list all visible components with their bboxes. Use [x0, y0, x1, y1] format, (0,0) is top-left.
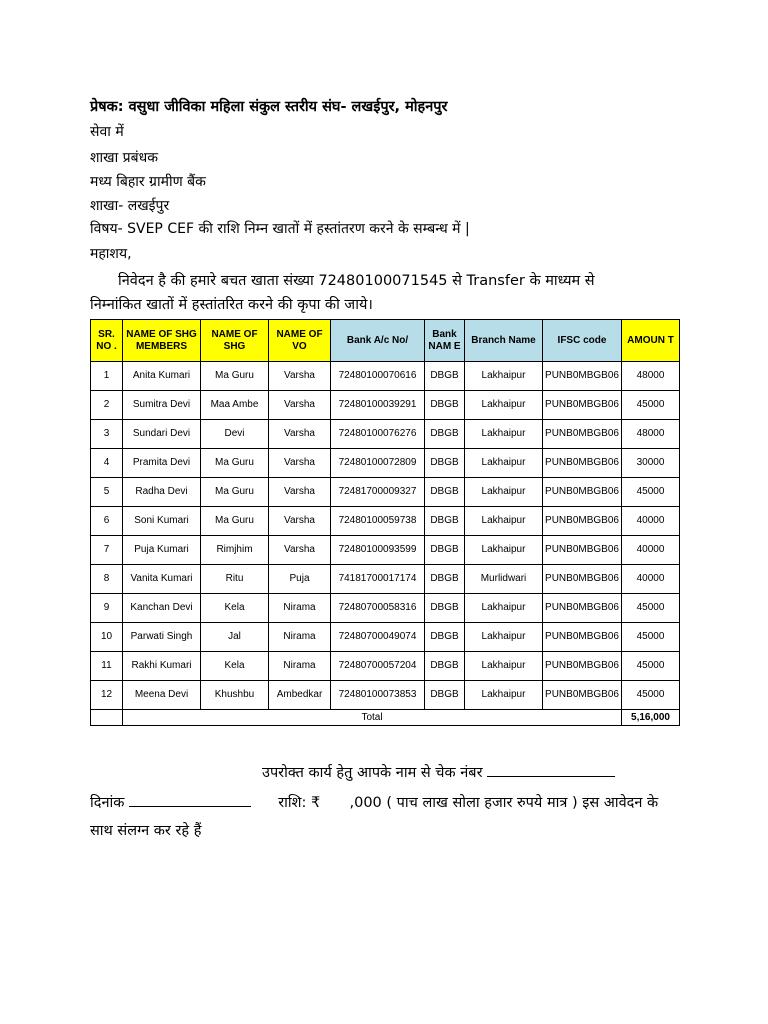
- header-sr: SR. NO .: [91, 320, 123, 362]
- row-member: Kanchan Devi: [123, 594, 201, 623]
- table-row: [91, 594, 680, 623]
- row-ifsc: PUNB0MBGB06: [543, 681, 622, 710]
- row-shg: Kela: [201, 594, 269, 623]
- row-sr: 3: [91, 420, 123, 449]
- row-branch: Lakhaipur: [465, 507, 543, 536]
- row-sr: 4: [91, 449, 123, 478]
- row-account: 72480700049074: [331, 623, 425, 652]
- row-amount: 40000: [622, 507, 680, 536]
- row-vo: Ambedkar: [269, 681, 331, 710]
- row-vo: Nirama: [269, 652, 331, 681]
- table-row: [91, 507, 680, 536]
- row-amount: 45000: [622, 478, 680, 507]
- row-member: Soni Kumari: [123, 507, 201, 536]
- row-shg: Ritu: [201, 565, 269, 594]
- row-vo: Nirama: [269, 594, 331, 623]
- row-amount: 45000: [622, 623, 680, 652]
- row-sr: 5: [91, 478, 123, 507]
- row-amount: 45000: [622, 681, 680, 710]
- row-bank: DBGB: [425, 362, 465, 391]
- sender-line: प्रेषक: वसुधा जीविका महिला संकुल स्तरीय संघ- लखईपुर, मोहनपुर: [90, 99, 448, 115]
- table-row: [91, 391, 680, 420]
- row-shg: Rimjhim: [201, 536, 269, 565]
- row-shg: Khushbu: [201, 681, 269, 710]
- row-vo: Varsha: [269, 420, 331, 449]
- row-ifsc: PUNB0MBGB06: [543, 565, 622, 594]
- row-shg: Ma Guru: [201, 449, 269, 478]
- row-vo: Varsha: [269, 478, 331, 507]
- row-shg: Ma Guru: [201, 362, 269, 391]
- row-shg: Maa Ambe: [201, 391, 269, 420]
- total-label: Total: [123, 710, 622, 726]
- row-member: Vanita Kumari: [123, 565, 201, 594]
- row-sr: 6: [91, 507, 123, 536]
- to-line: सेवा में: [90, 124, 124, 140]
- row-bank: DBGB: [425, 507, 465, 536]
- row-bank: DBGB: [425, 536, 465, 565]
- row-member: Pramita Devi: [123, 449, 201, 478]
- row-amount: 45000: [622, 652, 680, 681]
- row-bank: DBGB: [425, 478, 465, 507]
- row-member: Rakhi Kumari: [123, 652, 201, 681]
- body-line-2: निम्नांकित खातों में हस्तांतरित करने की कृपा की जाये।: [90, 297, 373, 313]
- table-row: [91, 420, 680, 449]
- table-row: [91, 536, 680, 565]
- row-member: Sundari Devi: [123, 420, 201, 449]
- row-branch: Lakhaipur: [465, 391, 543, 420]
- table-row: [91, 623, 680, 652]
- header-branch: Branch Name: [465, 320, 543, 362]
- row-amount: 30000: [622, 449, 680, 478]
- row-branch: Lakhaipur: [465, 681, 543, 710]
- table-row: [91, 681, 680, 710]
- header-member: NAME OF SHG MEMBERS: [123, 320, 201, 362]
- closing-line: साथ संलग्न कर रहे हैं: [90, 823, 202, 839]
- header-bank: Bank NAM E: [425, 320, 465, 362]
- row-shg: Jal: [201, 623, 269, 652]
- row-account: 72480100072809: [331, 449, 425, 478]
- row-account: 72480100073853: [331, 681, 425, 710]
- amount-label: राशि: ₹: [278, 795, 321, 811]
- row-bank: DBGB: [425, 594, 465, 623]
- row-bank: DBGB: [425, 652, 465, 681]
- row-amount: 48000: [622, 362, 680, 391]
- row-shg: Ma Guru: [201, 478, 269, 507]
- row-ifsc: PUNB0MBGB06: [543, 362, 622, 391]
- row-bank: DBGB: [425, 565, 465, 594]
- row-bank: DBGB: [425, 623, 465, 652]
- row-vo: Varsha: [269, 391, 331, 420]
- date-amount-line: [90, 792, 658, 812]
- row-sr: 8: [91, 565, 123, 594]
- row-account: 72480700057204: [331, 652, 425, 681]
- row-member: Puja Kumari: [123, 536, 201, 565]
- row-branch: Lakhaipur: [465, 536, 543, 565]
- row-ifsc: PUNB0MBGB06: [543, 391, 622, 420]
- row-bank: DBGB: [425, 391, 465, 420]
- row-sr: 9: [91, 594, 123, 623]
- row-branch: Lakhaipur: [465, 420, 543, 449]
- row-sr: 11: [91, 652, 123, 681]
- row-vo: Nirama: [269, 623, 331, 652]
- row-shg: Ma Guru: [201, 507, 269, 536]
- row-sr: 2: [91, 391, 123, 420]
- table-row: [91, 449, 680, 478]
- bank-line: मध्य बिहार ग्रामीण बैंक: [90, 174, 206, 190]
- cheque-number-blank[interactable]: [487, 762, 615, 777]
- row-ifsc: PUNB0MBGB06: [543, 623, 622, 652]
- row-amount: 48000: [622, 420, 680, 449]
- row-account: 72480100039291: [331, 391, 425, 420]
- table-body: [91, 362, 680, 710]
- amount-text: ,000 ( पाच लाख सोला हजार रुपये मात्र ) इस आवेदन के: [349, 795, 659, 811]
- date-blank[interactable]: [129, 792, 251, 807]
- header-ifsc: IFSC code: [543, 320, 622, 362]
- table-row: [91, 652, 680, 681]
- salutation-line: महाशय,: [90, 246, 132, 262]
- row-vo: Varsha: [269, 536, 331, 565]
- row-branch: Lakhaipur: [465, 623, 543, 652]
- row-vo: Varsha: [269, 507, 331, 536]
- row-member: Meena Devi: [123, 681, 201, 710]
- subject-line: विषय- SVEP CEF की राशि निम्न खातों में हस्तांतरण करने के सम्बन्ध में |: [90, 221, 470, 237]
- row-account: 72480700058316: [331, 594, 425, 623]
- row-member: Sumitra Devi: [123, 391, 201, 420]
- row-ifsc: PUNB0MBGB06: [543, 478, 622, 507]
- row-ifsc: PUNB0MBGB06: [543, 507, 622, 536]
- row-member: Anita Kumari: [123, 362, 201, 391]
- header-amount: AMOUN T: [622, 320, 680, 362]
- row-ifsc: PUNB0MBGB06: [543, 594, 622, 623]
- row-account: 72480100070616: [331, 362, 425, 391]
- total-row: [91, 710, 680, 726]
- row-amount: 40000: [622, 565, 680, 594]
- row-amount: 45000: [622, 391, 680, 420]
- row-ifsc: PUNB0MBGB06: [543, 449, 622, 478]
- recipient-line: शाखा प्रबंधक: [90, 150, 158, 166]
- row-sr: 7: [91, 536, 123, 565]
- date-label: दिनांक: [90, 795, 125, 811]
- row-sr: 12: [91, 681, 123, 710]
- row-account: 72481700009327: [331, 478, 425, 507]
- row-account: 72480100059738: [331, 507, 425, 536]
- row-account: 72480100076276: [331, 420, 425, 449]
- table-row: [91, 362, 680, 391]
- table-row: [91, 565, 680, 594]
- header-shg: NAME OF SHG: [201, 320, 269, 362]
- cheque-text: उपरोक्त कार्य हेतु आपके नाम से चेक नंबर: [262, 765, 483, 781]
- row-account: 72480100093599: [331, 536, 425, 565]
- header-vo: NAME OF VO: [269, 320, 331, 362]
- row-branch: Lakhaipur: [465, 652, 543, 681]
- row-ifsc: PUNB0MBGB06: [543, 652, 622, 681]
- row-vo: Varsha: [269, 362, 331, 391]
- row-ifsc: PUNB0MBGB06: [543, 420, 622, 449]
- table-header-row: [91, 320, 680, 362]
- row-vo: Puja: [269, 565, 331, 594]
- branch-line: शाखा- लखईपुर: [90, 198, 170, 214]
- row-ifsc: PUNB0MBGB06: [543, 536, 622, 565]
- row-branch: Lakhaipur: [465, 594, 543, 623]
- table-row: [91, 478, 680, 507]
- row-branch: Lakhaipur: [465, 478, 543, 507]
- row-shg: Devi: [201, 420, 269, 449]
- row-branch: Lakhaipur: [465, 362, 543, 391]
- transfer-table: [90, 319, 680, 726]
- row-sr: 10: [91, 623, 123, 652]
- cheque-line: [262, 762, 615, 782]
- row-account: 74181700017174: [331, 565, 425, 594]
- row-bank: DBGB: [425, 681, 465, 710]
- total-value: 5,16,000: [622, 710, 680, 726]
- row-branch: Lakhaipur: [465, 449, 543, 478]
- row-shg: Kela: [201, 652, 269, 681]
- total-spacer: [91, 710, 123, 726]
- row-branch: Murlidwari: [465, 565, 543, 594]
- row-sr: 1: [91, 362, 123, 391]
- row-amount: 40000: [622, 536, 680, 565]
- row-bank: DBGB: [425, 420, 465, 449]
- row-bank: DBGB: [425, 449, 465, 478]
- row-vo: Varsha: [269, 449, 331, 478]
- row-member: Radha Devi: [123, 478, 201, 507]
- header-account: Bank A/c No/: [331, 320, 425, 362]
- row-member: Parwati Singh: [123, 623, 201, 652]
- body-line-1: निवेदन है की हमारे बचत खाता संख्या 72480100071545 से Transfer के माध्यम से: [118, 273, 595, 289]
- row-amount: 45000: [622, 594, 680, 623]
